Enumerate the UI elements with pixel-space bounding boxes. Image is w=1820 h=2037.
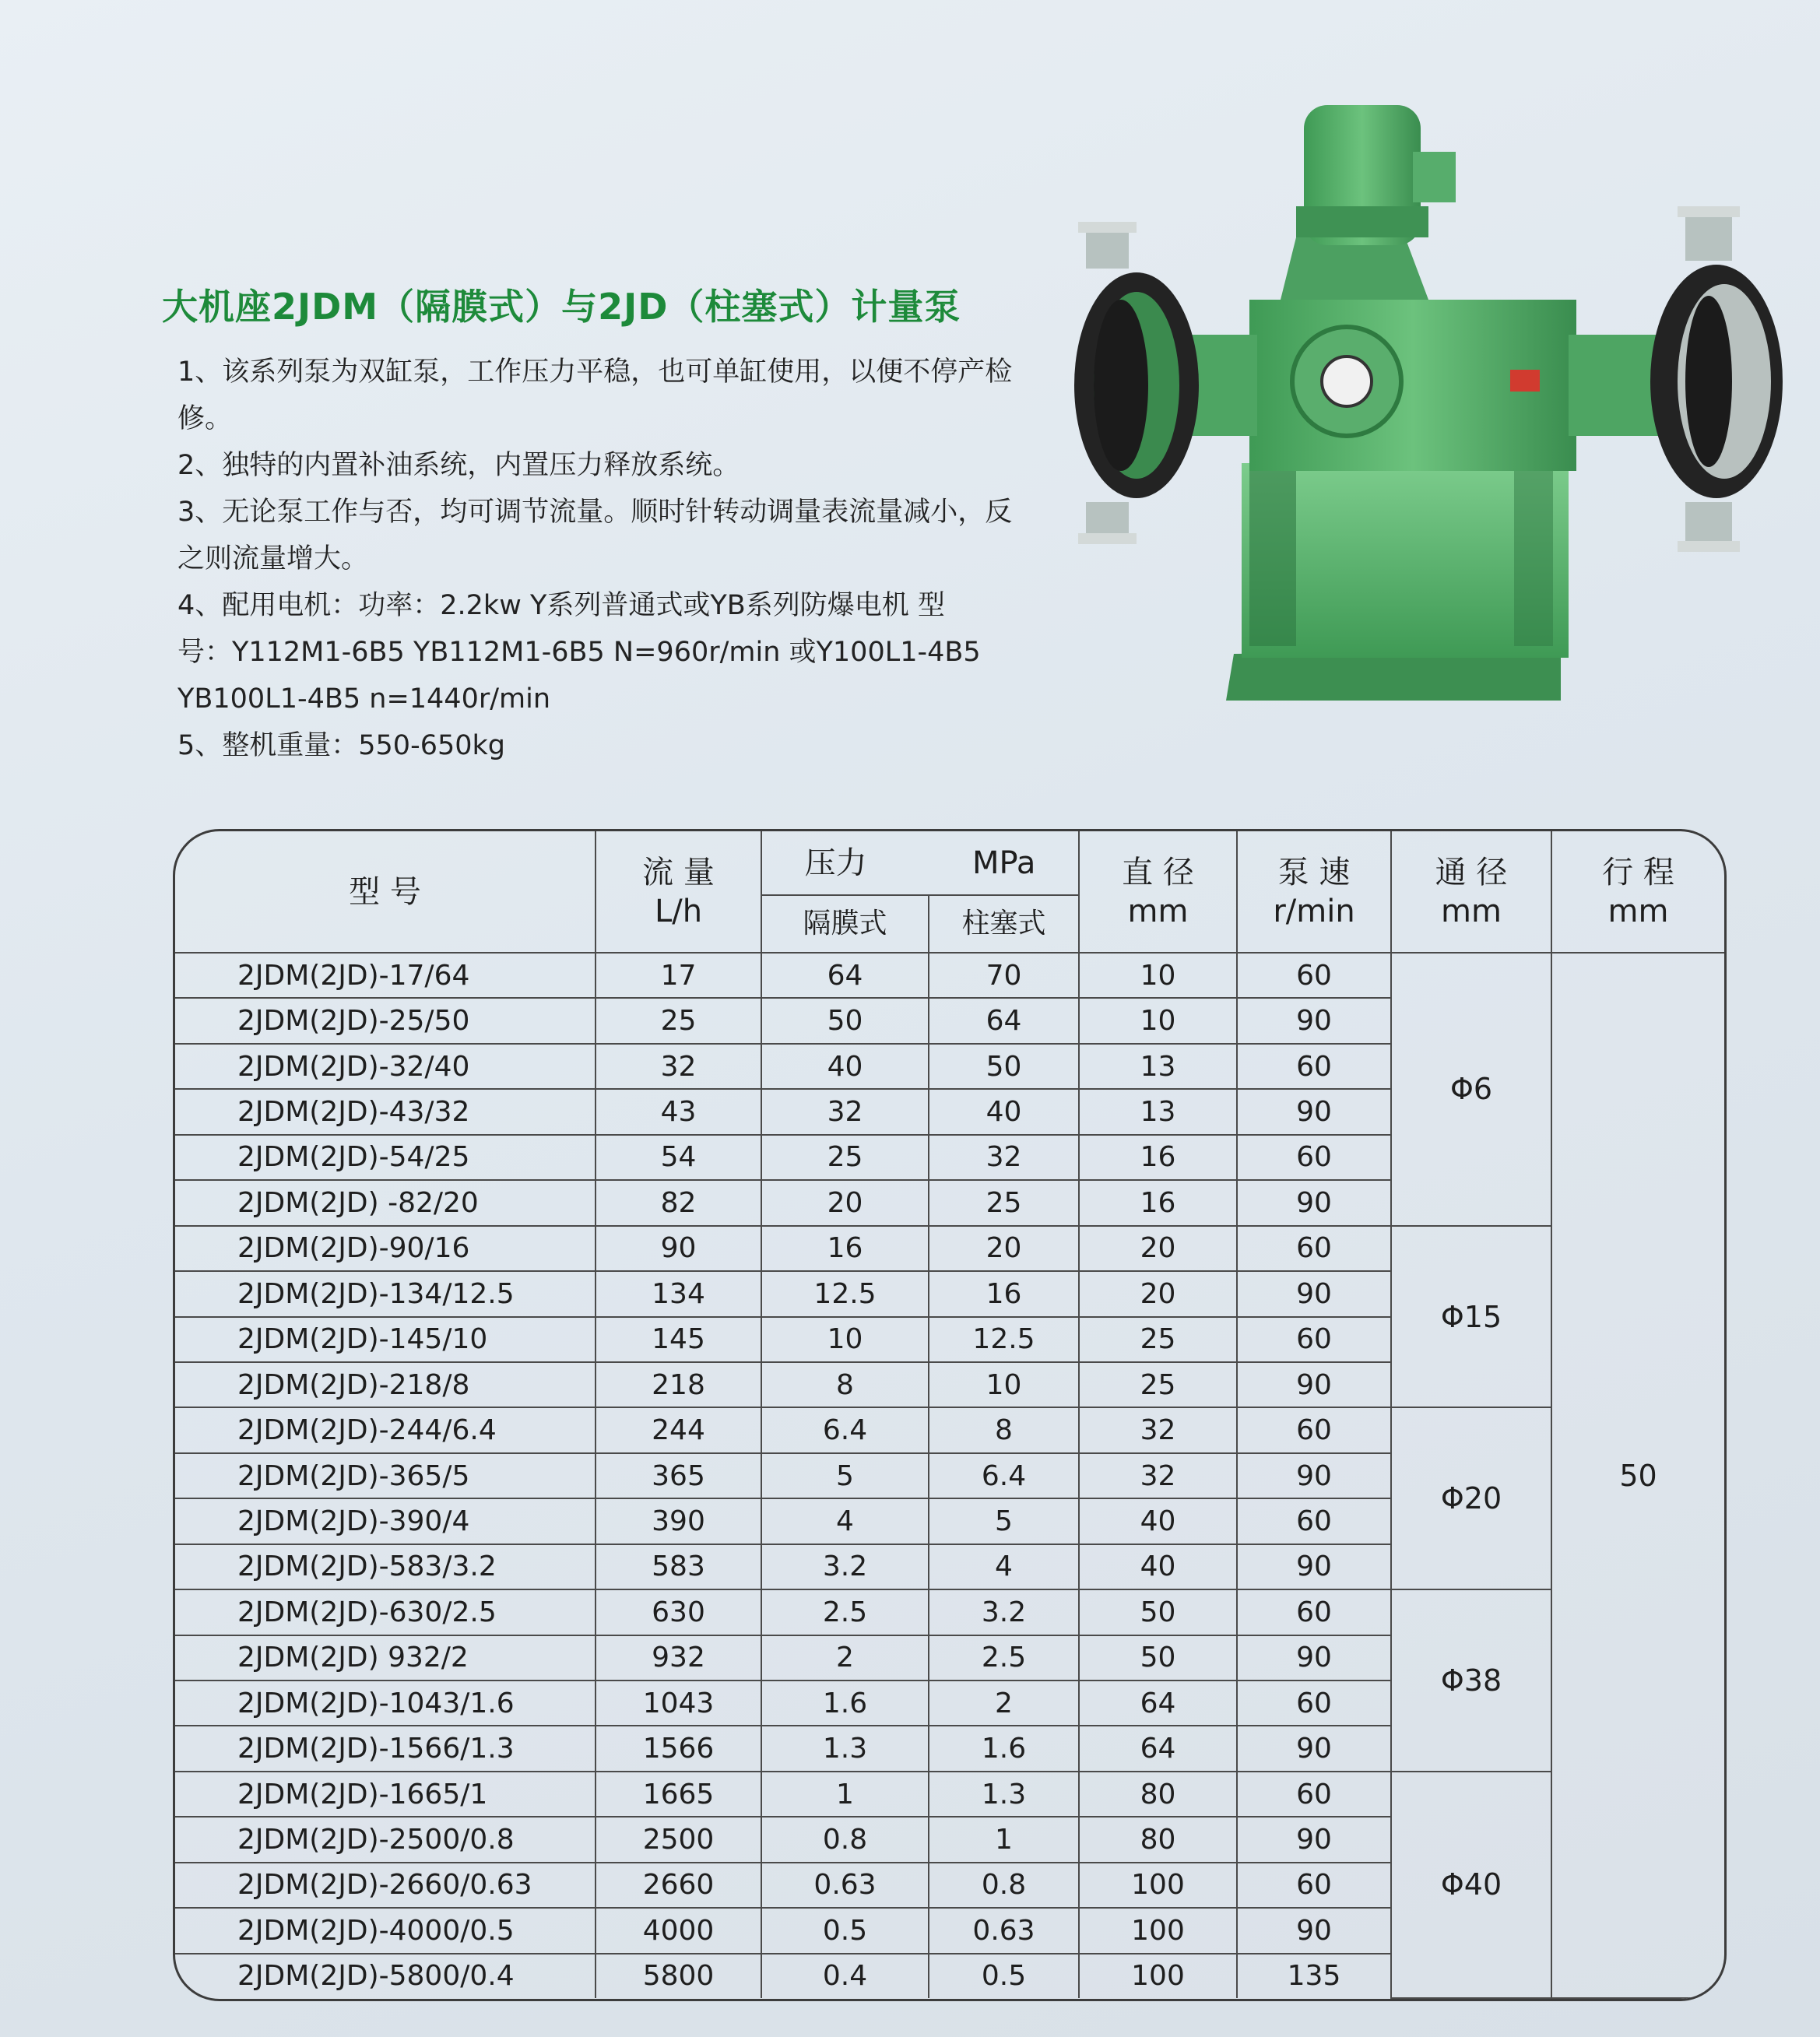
cell-model: 2JDM(2JD)-390/4 [175,1498,596,1544]
cell-speed: 90 [1237,1180,1391,1225]
header-speed [1237,831,1391,953]
header-stroke-name: 行 程 [1602,854,1674,890]
spec-item-3: 3、无论泵工作与否，均可调节流量。顺时针转动调量表流量减小，反之则流量增大。 [177,497,1013,574]
cell-diaphragm-pressure: 1 [761,1772,929,1817]
cell-flow: 145 [596,1317,761,1362]
cell-diaphragm-pressure: 0.5 [761,1908,929,1953]
spec-table-body [175,953,1724,1998]
spec-item-2: 2、独特的内置补油系统，内置压力释放系统。 [177,450,740,481]
cell-diaphragm-pressure: 1.3 [761,1726,929,1771]
cell-speed: 60 [1237,1044,1391,1089]
cell-model: 2JDM(2JD)-1043/1.6 [175,1681,596,1726]
cell-diameter: 13 [1079,1044,1237,1089]
cell-diameter: 16 [1079,1135,1237,1180]
spec-table-frame [173,829,1727,2001]
cell-model: 2JDM(2JD)-583/3.2 [175,1544,596,1589]
cell-flow: 932 [596,1635,761,1681]
cell-diaphragm-pressure: 8 [761,1362,929,1407]
cell-diameter: 32 [1079,1453,1237,1498]
table-row [175,1407,1724,1452]
cell-diameter: 40 [1079,1498,1237,1544]
header-speed-name: 泵 速 [1277,854,1351,890]
cell-flow: 390 [596,1498,761,1544]
cell-speed: 90 [1237,1362,1391,1407]
table-row [175,1589,1724,1635]
cell-plunger-pressure: 16 [929,1271,1079,1316]
cell-plunger-pressure: 0.63 [929,1908,1079,1953]
cell-diameter: 20 [1079,1271,1237,1316]
cell-plunger-pressure: 2.5 [929,1635,1079,1681]
header-model: 型 号 [175,831,596,953]
cell-diaphragm-pressure: 0.4 [761,1954,929,1998]
cell-plunger-pressure: 0.8 [929,1863,1079,1908]
cell-flow: 54 [596,1135,761,1180]
cell-diaphragm-pressure: 2 [761,1635,929,1681]
cell-speed: 60 [1237,1681,1391,1726]
cell-diameter: 10 [1079,998,1237,1043]
cell-diaphragm-pressure: 6.4 [761,1407,929,1452]
cell-flow: 1665 [596,1772,761,1817]
cell-plunger-pressure: 1 [929,1817,1079,1862]
spec-list [177,349,1034,769]
header-bore [1391,831,1551,953]
cell-speed: 90 [1237,1726,1391,1771]
cell-diameter: 13 [1079,1089,1237,1134]
cell-diameter: 25 [1079,1317,1237,1362]
cell-model: 2JDM(2JD)-244/6.4 [175,1407,596,1452]
cell-plunger-pressure: 0.5 [929,1954,1079,1998]
cell-plunger-pressure: 20 [929,1226,1079,1271]
cell-plunger-pressure: 1.3 [929,1772,1079,1817]
header-stroke-unit: mm [1607,893,1669,929]
cell-model: 2JDM(2JD)-134/12.5 [175,1271,596,1316]
cell-plunger-pressure: 2 [929,1681,1079,1726]
header-pressure-unit: MPa [972,845,1036,881]
spec-item-4-line-2: 号：Y112M1-6B5 YB112M1-6B5 N=960r/min 或Y100L1-4B5 [177,637,981,668]
cell-diameter: 10 [1079,953,1237,998]
header-pressure-name: 压力 [804,845,867,881]
cell-model: 2JDM(2JD)-54/25 [175,1135,596,1180]
cell-model: 2JDM(2JD)-145/10 [175,1317,596,1362]
cell-model: 2JDM(2JD)-2660/0.63 [175,1863,596,1908]
cell-speed: 90 [1237,1089,1391,1134]
cell-model: 2JDM(2JD)-1566/1.3 [175,1726,596,1771]
cell-plunger-pressure: 5 [929,1498,1079,1544]
cell-diaphragm-pressure: 40 [761,1044,929,1089]
cell-plunger-pressure: 50 [929,1044,1079,1089]
cell-model: 2JDM(2JD) -82/20 [175,1180,596,1225]
cell-speed: 135 [1237,1954,1391,1998]
cell-model: 2JDM(2JD)-1665/1 [175,1772,596,1817]
header-diameter [1079,831,1237,953]
cell-diaphragm-pressure: 20 [761,1180,929,1225]
cell-model: 2JDM(2JD)-43/32 [175,1089,596,1134]
cell-speed: 60 [1237,1226,1391,1271]
cell-diaphragm-pressure: 0.63 [761,1863,929,1908]
cell-speed: 60 [1237,1135,1391,1180]
cell-diameter: 100 [1079,1954,1237,1998]
cell-diaphragm-pressure: 4 [761,1498,929,1544]
cell-speed: 90 [1237,1271,1391,1316]
header-flow-name: 流 量 [642,854,715,890]
cell-diameter: 50 [1079,1589,1237,1635]
cell-diameter: 64 [1079,1681,1237,1726]
cell-flow: 25 [596,998,761,1043]
cell-diaphragm-pressure: 25 [761,1135,929,1180]
cell-plunger-pressure: 12.5 [929,1317,1079,1362]
cell-speed: 90 [1237,1544,1391,1589]
cell-diaphragm-pressure: 0.8 [761,1817,929,1862]
cell-plunger-pressure: 1.6 [929,1726,1079,1771]
cell-plunger-pressure: 64 [929,998,1079,1043]
cell-flow: 244 [596,1407,761,1452]
cell-speed: 90 [1237,1908,1391,1953]
cell-diameter: 16 [1079,1180,1237,1225]
cell-flow: 43 [596,1089,761,1134]
cell-speed: 60 [1237,953,1391,998]
cell-plunger-pressure: 32 [929,1135,1079,1180]
cell-flow: 2660 [596,1863,761,1908]
header-pressure [761,831,1079,895]
cell-diaphragm-pressure: 2.5 [761,1589,929,1635]
cell-flow: 630 [596,1589,761,1635]
cell-speed: 60 [1237,1317,1391,1362]
page-title: 大机座2JDM（隔膜式）与2JD（柱塞式）计量泵 [162,286,961,328]
header-plunger: 柱塞式 [929,895,1079,953]
cell-model: 2JDM(2JD)-365/5 [175,1453,596,1498]
cell-plunger-pressure: 70 [929,953,1079,998]
spec-item-5: 5、整机重量：550-650kg [177,730,505,761]
cell-diameter: 20 [1079,1226,1237,1271]
cell-diaphragm-pressure: 1.6 [761,1681,929,1726]
cell-speed: 60 [1237,1498,1391,1544]
cell-flow: 1043 [596,1681,761,1726]
header-bore-unit: mm [1441,893,1502,929]
cell-plunger-pressure: 40 [929,1089,1079,1134]
cell-diaphragm-pressure: 3.2 [761,1544,929,1589]
cell-diaphragm-pressure: 5 [761,1453,929,1498]
cell-plunger-pressure: 4 [929,1544,1079,1589]
spec-item-4-line-1: 4、配用电机：功率：2.2kw Y系列普通式或YB系列防爆电机 型 [177,590,945,621]
cell-bore: Φ20 [1391,1407,1551,1589]
cell-plunger-pressure: 8 [929,1407,1079,1452]
cell-plunger-pressure: 25 [929,1180,1079,1225]
spec-item-1: 1、该系列泵为双缸泵，工作压力平稳，也可单缸使用，以便不停产检修。 [177,356,1013,434]
cell-diameter: 64 [1079,1726,1237,1771]
header-speed-unit: r/min [1273,893,1355,929]
cell-plunger-pressure: 3.2 [929,1589,1079,1635]
cell-flow: 365 [596,1453,761,1498]
cell-bore: Φ40 [1391,1772,1551,1998]
cell-flow: 4000 [596,1908,761,1953]
cell-plunger-pressure: 10 [929,1362,1079,1407]
cell-diaphragm-pressure: 32 [761,1089,929,1134]
cell-plunger-pressure: 6.4 [929,1453,1079,1498]
cell-bore: Φ15 [1391,1226,1551,1408]
cell-diaphragm-pressure: 10 [761,1317,929,1362]
cell-stroke: 50 [1551,953,1724,1998]
header-flow-unit: L/h [654,893,703,929]
cell-flow: 218 [596,1362,761,1407]
header-diaphragm: 隔膜式 [761,895,929,953]
cell-diaphragm-pressure: 50 [761,998,929,1043]
cell-flow: 583 [596,1544,761,1589]
cell-diaphragm-pressure: 64 [761,953,929,998]
cell-flow: 82 [596,1180,761,1225]
cell-model: 2JDM(2JD)-630/2.5 [175,1589,596,1635]
cell-model: 2JDM(2JD)-32/40 [175,1044,596,1089]
metering-pump-photo [1063,82,1794,704]
cell-flow: 5800 [596,1954,761,1998]
cell-diameter: 80 [1079,1772,1237,1817]
cell-flow: 17 [596,953,761,998]
cell-speed: 90 [1237,998,1391,1043]
header-diameter-unit: mm [1127,893,1189,929]
cell-bore: Φ38 [1391,1589,1551,1772]
cell-model: 2JDM(2JD)-25/50 [175,998,596,1043]
cell-model: 2JDM(2JD)-90/16 [175,1226,596,1271]
cell-model: 2JDM(2JD) 932/2 [175,1635,596,1681]
cell-diameter: 80 [1079,1817,1237,1862]
cell-diaphragm-pressure: 16 [761,1226,929,1271]
cell-model: 2JDM(2JD)-218/8 [175,1362,596,1407]
cell-speed: 60 [1237,1589,1391,1635]
cell-diameter: 32 [1079,1407,1237,1452]
cell-model: 2JDM(2JD)-5800/0.4 [175,1954,596,1998]
cell-flow: 32 [596,1044,761,1089]
cell-diameter: 100 [1079,1908,1237,1953]
cell-flow: 1566 [596,1726,761,1771]
spec-table [175,831,1724,1999]
cell-diaphragm-pressure: 12.5 [761,1271,929,1316]
table-row [175,953,1724,998]
cell-diameter: 40 [1079,1544,1237,1589]
cell-speed: 60 [1237,1772,1391,1817]
cell-flow: 2500 [596,1817,761,1862]
header-diameter-name: 直 径 [1122,854,1194,890]
cell-speed: 90 [1237,1817,1391,1862]
cell-model: 2JDM(2JD)-17/64 [175,953,596,998]
cell-diameter: 50 [1079,1635,1237,1681]
cell-speed: 60 [1237,1863,1391,1908]
table-row [175,1772,1724,1817]
cell-speed: 60 [1237,1407,1391,1452]
table-row [175,1226,1724,1271]
cell-diameter: 25 [1079,1362,1237,1407]
cell-diameter: 100 [1079,1863,1237,1908]
spec-item-4-line-3: YB100L1-4B5 n=1440r/min [177,683,551,715]
cell-speed: 90 [1237,1635,1391,1681]
cell-model: 2JDM(2JD)-4000/0.5 [175,1908,596,1953]
header-bore-name: 通 径 [1435,854,1508,890]
header-stroke [1551,831,1724,953]
cell-model: 2JDM(2JD)-2500/0.8 [175,1817,596,1862]
header-flow [596,831,761,953]
cell-bore: Φ6 [1391,953,1551,1226]
cell-flow: 90 [596,1226,761,1271]
cell-flow: 134 [596,1271,761,1316]
cell-speed: 90 [1237,1453,1391,1498]
